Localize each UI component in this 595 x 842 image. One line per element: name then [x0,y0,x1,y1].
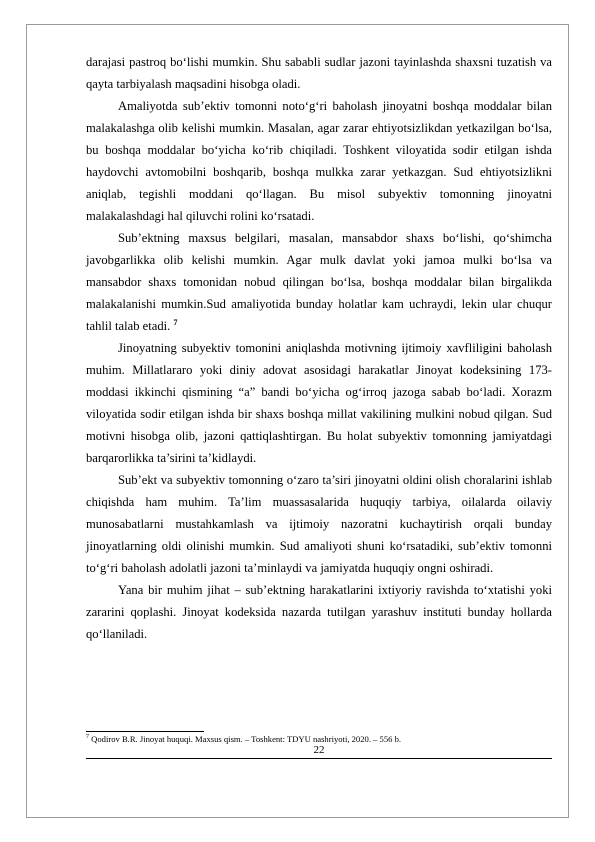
footnote-ref[interactable]: 7 [173,317,178,327]
footnote-number: 7 [86,734,89,741]
body-text [86,51,552,645]
paragraph-4: Jinoyatning subyektiv tomonini aniqlashda motivning ijtimoiy xavfliligini baholash muhim. Millatlararo yoki diniy adovat asosidagi harakatlar Jinoyat kodeksining 173-moddasi ikkinchi qismining “a” bandi bo‘yicha og‘irroq jazoga sabab bo‘ladi. Xorazm viloyatida sodir etilgan ishda bir shaxs boshqa millat vakilining mulkini nobud qilgan. Sud motivni hisobga olib, jazoni qattiqlashtirgan. Bu holat subyektiv tomonning jamiyatdagi barqarorlikka ta’sirini ta’kidlaydi. [86,341,552,465]
bottom-rule [86,758,552,759]
footnote-separator [86,731,204,732]
paragraph-5: Sub’ekt va subyektiv tomonning o‘zaro ta’siri jinoyatni oldini olish choralarini ishlab chiqishda ham muhim. Ta’lim muassasalarida huquqiy tarbiya, oilalarda oilaviy munosabatlarni mustahkamlash va ijtimoiy nazoratni kuchaytirish orqali bunday jinoyatlarning oldi olinishi mumkin. Sud amaliyoti shuni ko‘rsatadiki, sub’ektiv tomonni to‘g‘ri baholash adolatli jazoni ta’minlaydi va jamiyatda huquqiy ongni oshiradi. [86,473,552,575]
paragraph-2: Amaliyotda sub’ektiv tomonni noto‘g‘ri baholash jinoyatni boshqa moddalar bilan malakalashga olib kelishi mumkin. Masalan, agar zarar ehtiyotsizlikdan yetkazilgan bo‘lsa, bu boshqa moddalar bo‘yicha ko‘rib chiqiladi. Toshkent viloyatida sodir etilgan ishda haydovchi avtomobilni boshqarib, boshqa mulkka zarar yetkazgan. Sud ehtiyotsizlikni aniqlab, tegishli moddani qo‘llagan. Bu misol subyektiv tomonning jinoyatni malakalashdagi hal qiluvchi rolini ko‘rsatadi. [86,99,552,223]
footnote-text: Qodirov B.R. Jinoyat huquqi. Maxsus qism. – Toshkent: TDYU nashriyoti, 2020. – 556 b. [91,734,402,744]
paragraph-3: Sub’ektning maxsus belgilari, masalan, mansabdor shaxs bo‘lishi, qo‘shimcha javobgarlikka olib kelishi mumkin. Agar mulk davlat yoki jamoa mulki bo‘lsa va mansabdor shaxs tomonidan nobud qilingan bo‘lsa, boshqa moddalar bilan birgalikda malakalanishi mumkin.Sud amaliyotida bunday holatlar kam uchraydi, lekin ular chuqur tahlil talab etadi. $^7$ [86,231,552,333]
paragraph-6: Yana bir muhim jihat – sub’ektning harakatlarini ixtiyoriy ravishda to‘xtatishi yoki zararini qoplashi. Jinoyat kodeksida nazarda tutilgan yarashuv instituti bunday hollarda qo‘llaniladi. [86,583,552,641]
page-number: 22 [313,744,325,756]
paragraph-1: darajasi pastroq bo‘lishi mumkin. Shu sababli sudlar jazoni tayinlashda shaxsni tuzatish va qayta tarbiyalash maqsadini hisobga oladi. [86,55,552,91]
